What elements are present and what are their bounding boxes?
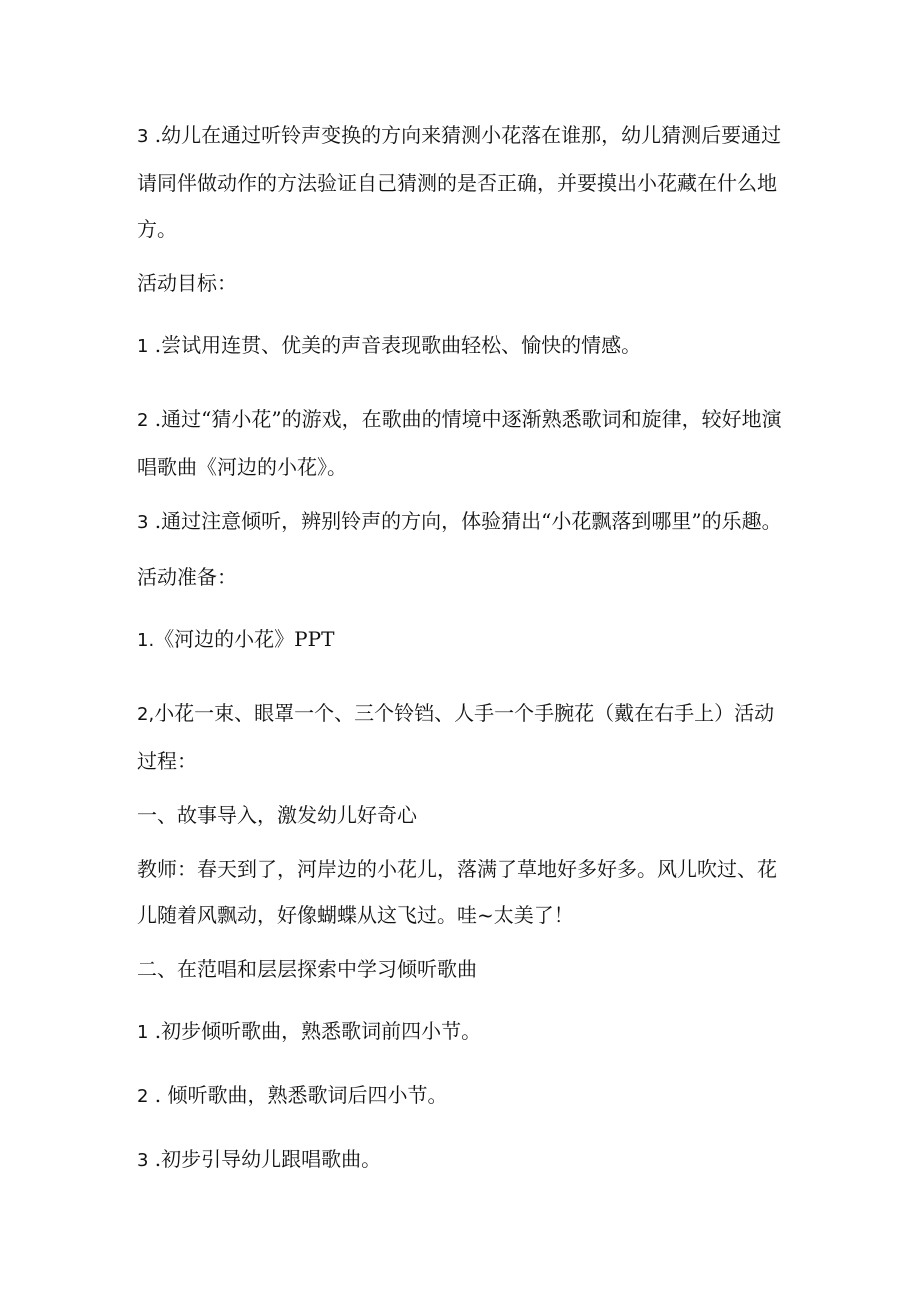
heading-activity-goals [137,260,792,306]
heading-activity-preparation [137,554,792,600]
paragraph-prep-1 [137,616,792,664]
paragraph-text: .通过注意倾听，辨别铃声的方向，体验猜出“小花飘落到哪里”的乐趣。 [148,509,782,533]
paragraph-number: 2 [137,1086,149,1107]
paragraph-prep-2 [137,690,792,784]
paragraph-number: 2 [137,410,149,431]
heading-section-1 [137,792,792,838]
paragraph-song-step-2 [137,1072,792,1120]
heading-section-2 [137,946,792,992]
paragraph-text: .通过“猜小花”的游戏，在歌曲的情境中逐渐熟悉歌词和旋律，较好地演唱歌曲《河边的小花》。 [137,407,782,479]
paragraph-number: 3 [137,512,149,533]
heading-text: 活动准备： [137,565,237,589]
paragraph-number: 1 [137,336,149,357]
paragraph-text: .尝试用连贯、优美的声音表现歌曲轻松、愉快的情感。 [148,333,642,357]
paragraph-text: 教师：春天到了，河岸边的小花儿，落满了草地好多好多。风儿吹过、花儿随着风飘动，好像蝴蝶从这飞过。哇~太美了！ [137,857,777,927]
paragraph-text: . 倾听歌曲，熟悉歌词后四小节。 [148,1083,448,1107]
paragraph-step-3-guess [137,112,792,252]
paragraph-number: 1. [137,630,155,651]
heading-text: 活动目标： [137,271,237,295]
paragraph-teacher-story [137,846,792,938]
paragraph-text: .幼儿在通过听铃声变换的方向来猜测小花落在谁那，幼儿猜测后要通过请同伴做动作的方法验证自己猜测的是否正确，并要摸出小花藏在什么地方。 [137,123,782,241]
paragraph-number: 3 [137,126,149,147]
paragraph-text: 小花一束、眼罩一个、三个铃铛、人手一个手腕花（戴在右手上）活动过程： [137,701,775,773]
paragraph-number: 3 [137,1150,149,1171]
paragraph-goal-1 [137,322,792,370]
paragraph-number: 2, [137,704,155,725]
paragraph-song-step-1 [137,1008,792,1056]
heading-text: 一、故事导入，激发幼儿好奇心 [137,803,417,827]
paragraph-text: 《河边的小花》PPT [154,627,335,651]
paragraph-number: 1 [137,1022,149,1043]
document-body [137,112,792,1184]
heading-text: 二、在范唱和层层探索中学习倾听歌曲 [137,957,477,981]
paragraph-song-step-3 [137,1136,792,1184]
paragraph-goal-2 [137,396,792,490]
paragraph-text: .初步倾听歌曲，熟悉歌词前四小节。 [148,1019,482,1043]
paragraph-goal-3 [137,498,792,546]
paragraph-text: .初步引导幼儿跟唱歌曲。 [148,1147,382,1171]
